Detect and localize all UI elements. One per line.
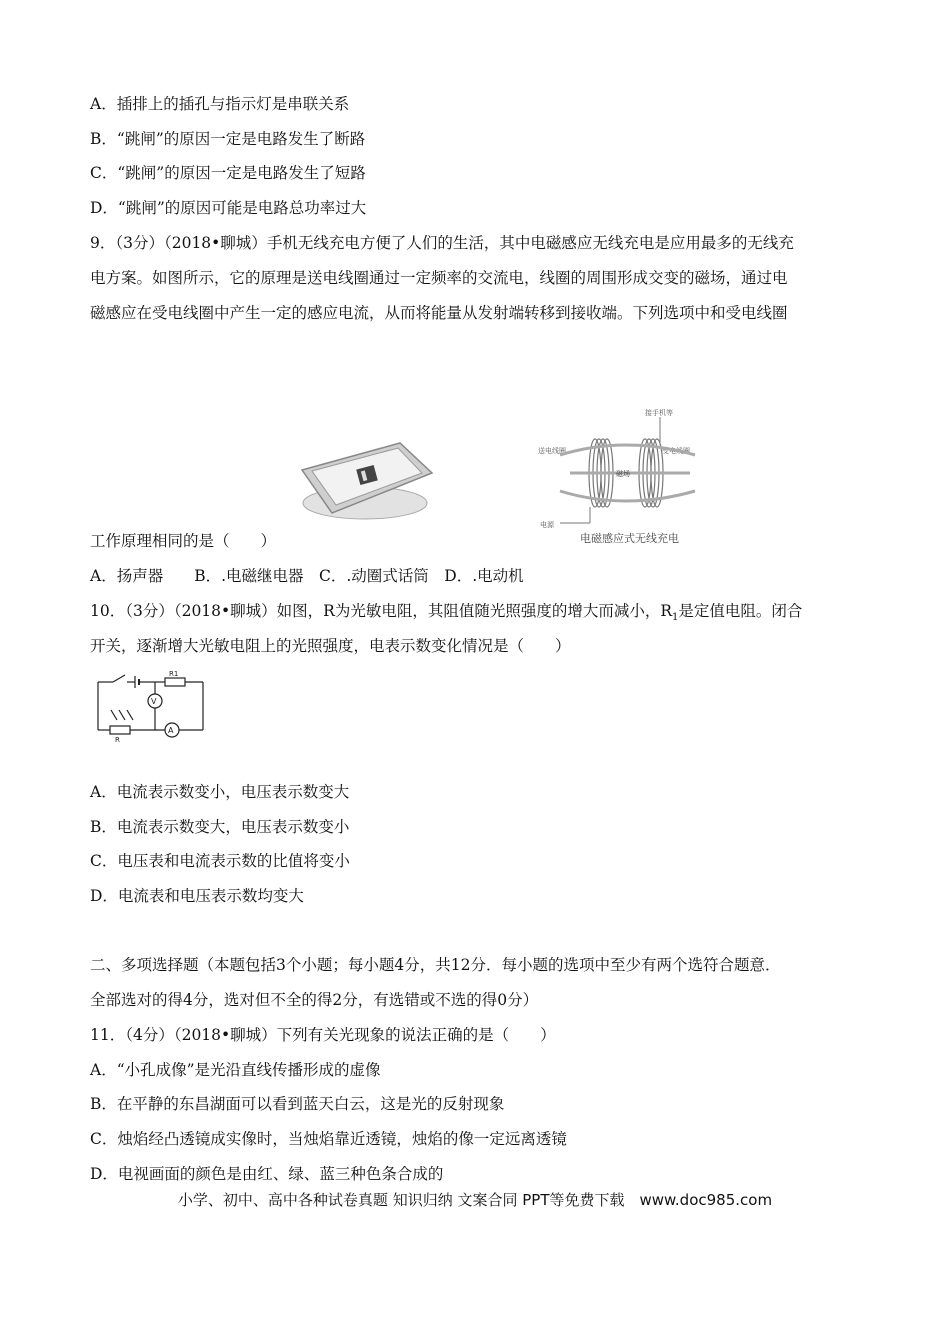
- q11-stem: 11．（4分）（2018•聊城）下列有关光现象的说法正确的是（ ）: [90, 1026, 556, 1044]
- q10-stem-line2: 开关，逐渐增大光敏电阻上的光照强度，电表示数变化情况是（ ）: [90, 637, 571, 655]
- q10-option-a: A．电流表示数变小，电压表示数变大: [90, 783, 350, 801]
- q11-option-c: C．烛焰经凸透镜成实像时，当烛焰靠近透镜，烛焰的像一定远离透镜: [90, 1130, 567, 1148]
- q8-option-a: A．插排上的插孔与指示灯是串联关系: [90, 95, 350, 113]
- q10-stem-pre: 10．（3分）（2018•聊城）如图，R为光敏电阻，其阻值随光照强度的增大而减小，R: [90, 602, 673, 620]
- q10-stem-sub: 1: [672, 612, 679, 624]
- label-send-coil: 送电线圈: [538, 447, 566, 455]
- q8-option-d: D．“跳闸”的原因可能是电路总功率过大: [90, 199, 367, 217]
- label-power-source: 电源: [540, 521, 554, 529]
- q11-option-a: A．“小孔成像”是光沿直线传播形成的虚像: [90, 1061, 381, 1079]
- page-footer: 小学、初中、高中各种试卷真题 知识归纳 文案合同 PPT等免费下载 www.doc985.com: [177, 1191, 773, 1209]
- circuit-label-ammeter: A: [168, 726, 174, 735]
- q9-stem-line4: 工作原理相同的是（ ）: [90, 532, 277, 550]
- label-receiver-device: 接手机等: [645, 409, 673, 417]
- q10-option-d: D．电流表和电压表示数均变大: [90, 887, 304, 905]
- q10-stem-post: 是定值电阻。闭合: [678, 602, 803, 620]
- diagram-caption: 电磁感应式无线充电: [580, 532, 679, 545]
- q10-stem-line1: [90, 601, 802, 628]
- q10-option-b: B．电流表示数变大，电压表示数变小: [90, 818, 350, 836]
- section2-heading-line1: 二、多项选择题（本题包括3个小题；每小题4分，共12分．每小题的选项中至少有两个选符合题意．: [90, 956, 781, 974]
- q9-options: A．扬声器 B．.电磁继电器 C．.动圈式话筒 D．.电动机: [90, 567, 524, 585]
- q9-stem-line2: 电方案。如图所示，它的原理是送电线圈通过一定频率的交流电，线圈的周围形成交变的磁场，通过电: [90, 269, 788, 287]
- q8-option-c: C．“跳闸”的原因一定是电路发生了短路: [90, 164, 366, 182]
- q11-option-b: B．在平静的东昌湖面可以看到蓝天白云，这是光的反射现象: [90, 1095, 505, 1113]
- q9-stem-line1: 9．（3分）（2018•聊城）手机无线充电方便了人们的生活，其中电磁感应无线充电是应用最多的无线充: [90, 234, 794, 252]
- q9-stem-line3: 磁感应在受电线圈中产生一定的感应电流，从而将能量从发射端转移到接收端。下列选项中和受电线圈: [90, 304, 788, 322]
- section2-heading-line2: 全部选对的得4分，选对但不全的得2分，有选错或不选的得0分）: [90, 991, 539, 1009]
- label-magnetic-field: 磁场: [616, 470, 630, 478]
- circuit-label-voltmeter: V: [151, 697, 157, 706]
- label-receive-coil: 受电线圈: [662, 447, 690, 455]
- induction-charging-diagram: [530, 405, 730, 545]
- circuit-label-r: R: [115, 736, 120, 744]
- circuit-label-r1: R1: [169, 670, 179, 678]
- q10-circuit-diagram: [93, 670, 208, 745]
- q11-option-d: D．电视画面的颜色是由红、绿、蓝三种色条合成的: [90, 1165, 444, 1183]
- q10-option-c: C．电压表和电流表示数的比值将变小: [90, 852, 350, 870]
- q8-option-b: B．“跳闸”的原因一定是电路发生了断路: [90, 130, 366, 148]
- phone-charger-image: [290, 435, 440, 525]
